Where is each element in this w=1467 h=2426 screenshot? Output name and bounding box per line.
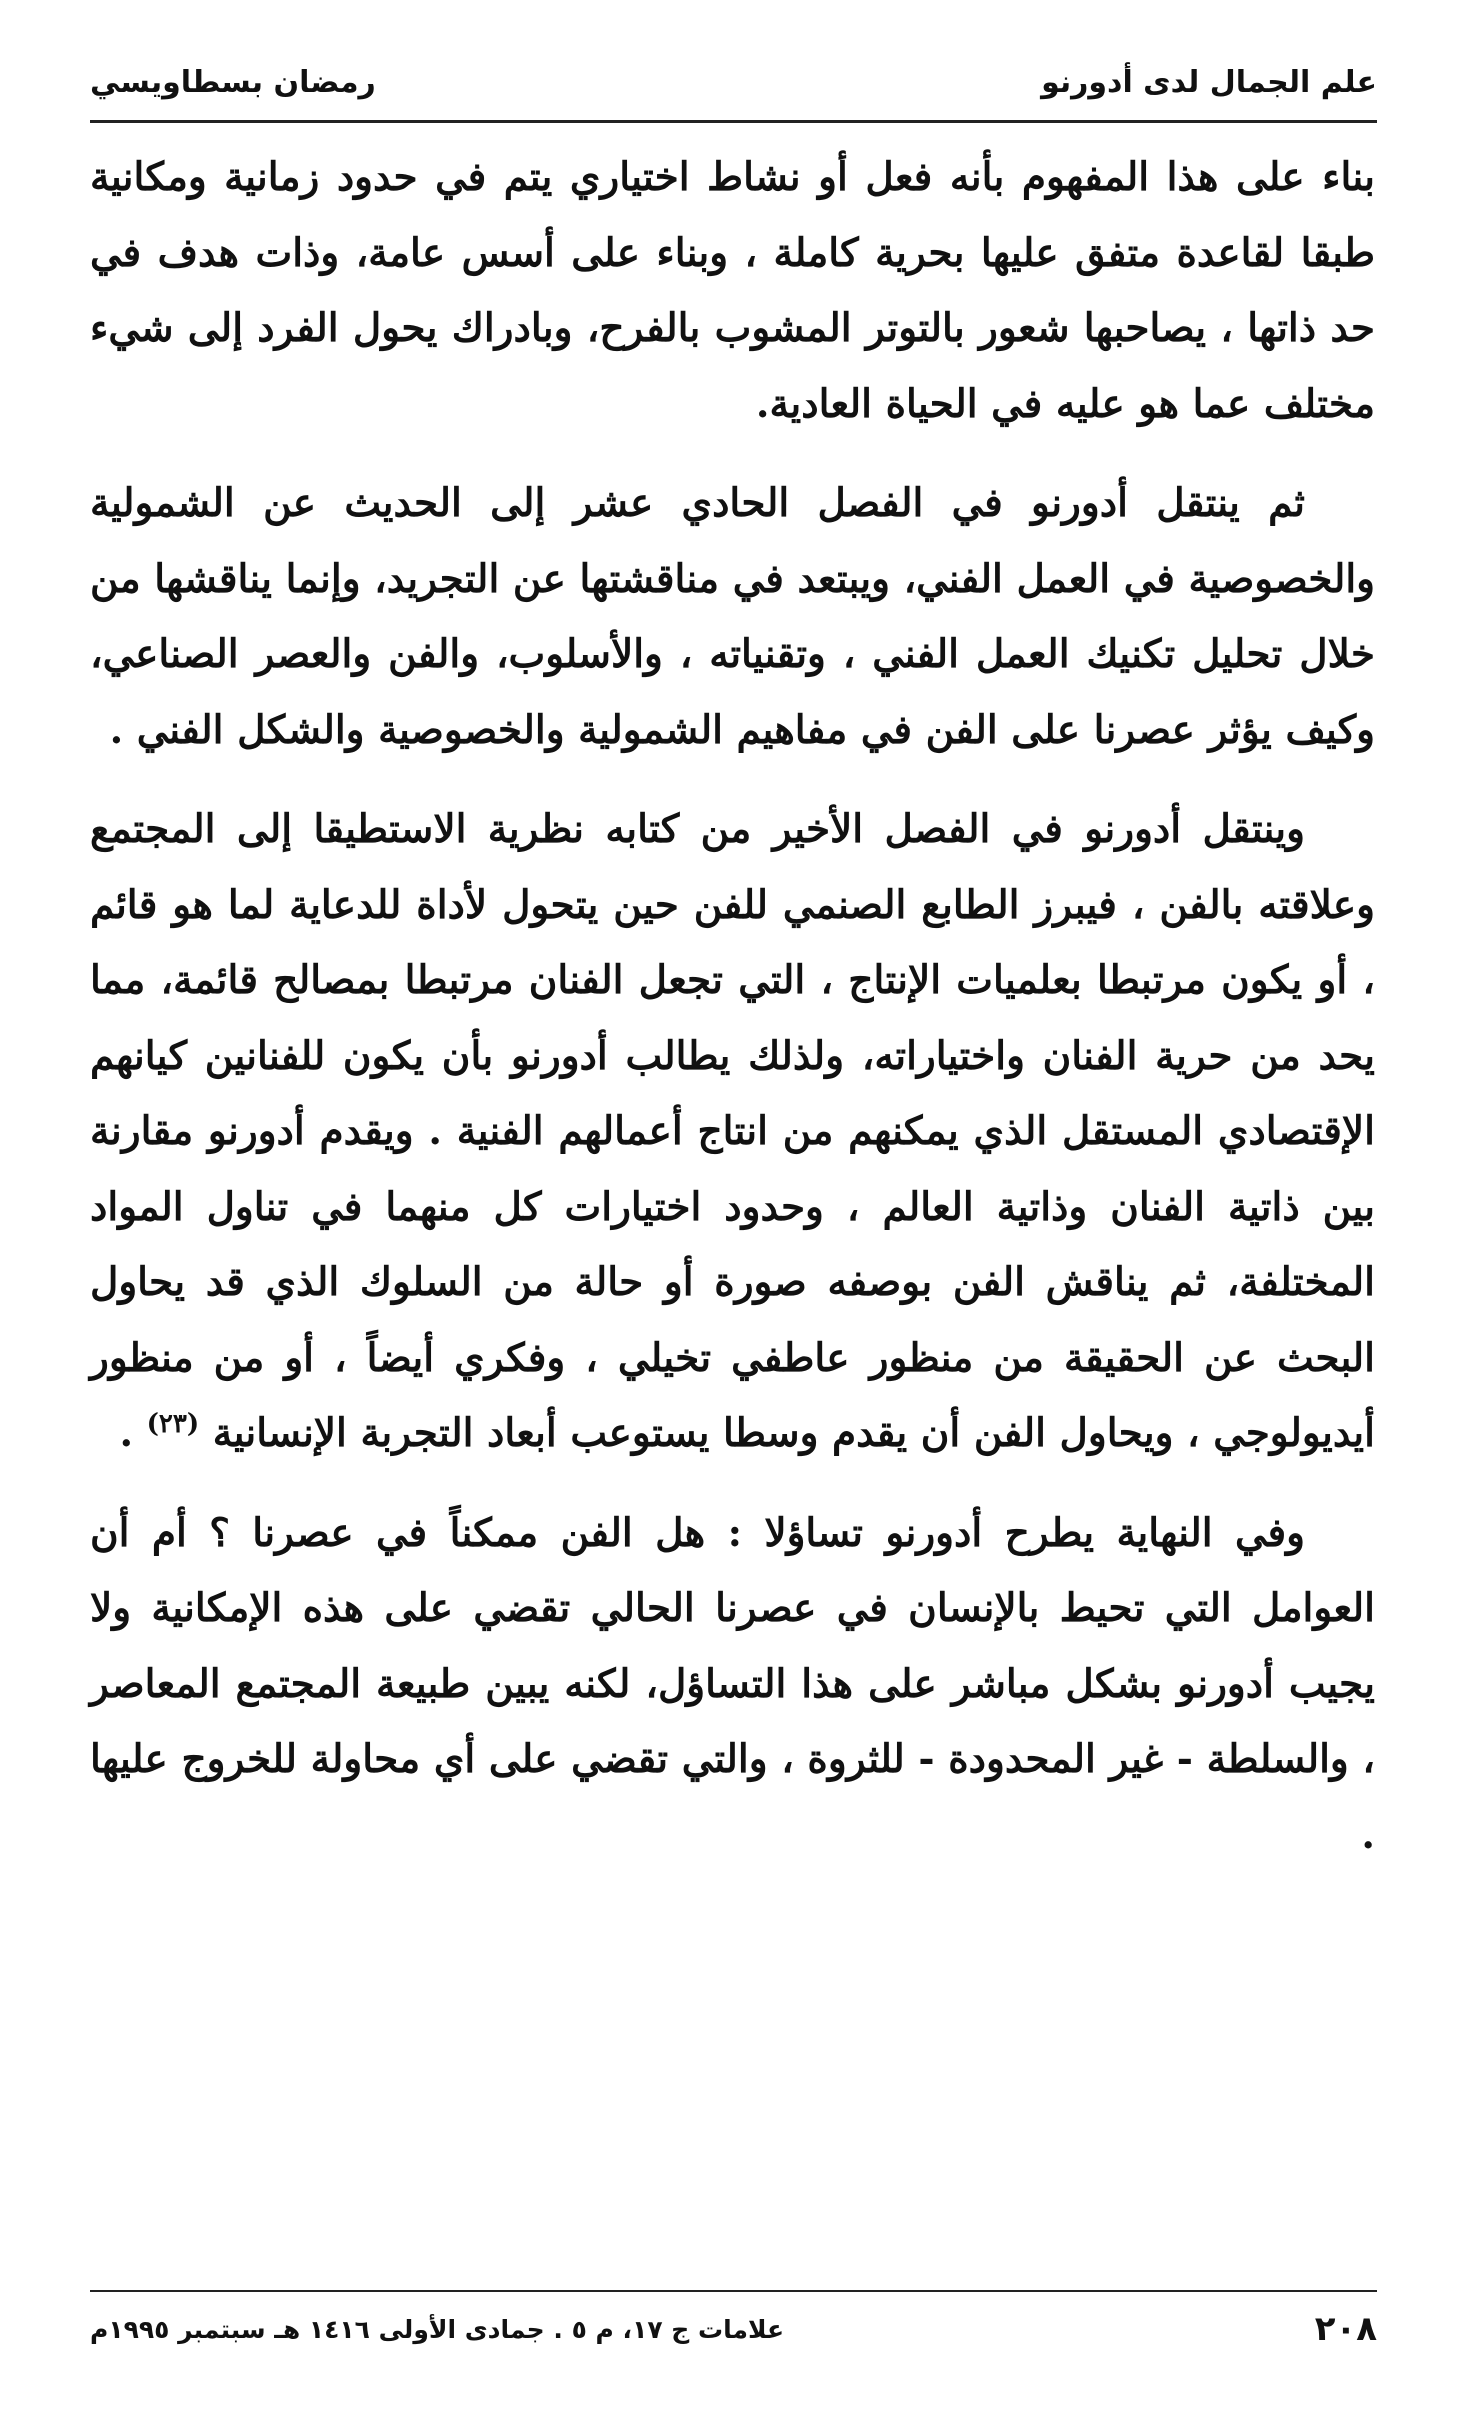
page-number: ٢٠٨ xyxy=(1314,2309,1377,2349)
paragraph-3-text: وينتقل أدورنو في الفصل الأخير من كتابه نظرية الاستطيقا إلى المجتمع وعلاقته بالفن ، فيبرز الطابع الصنمي للفن حين يتحول لأداة للدعاية لما هو قائم ، أو يكون مرتبطا بعلميات الإنتاج ، التي تجعل الفنان مرتبطا بمصالح قائمة، مما يحد من حرية الفنان واختياراته، ولذلك يطالب أدورنو بأن يكون للفنانين كيانهم الإقتصادي المستقل الذي يمكنهم من انتاج أعمالهم الفنية . ويقدم أدورنو مقارنة بين ذاتية الفنان وذاتية العالم ، وحدود اختيارات كل منهما في تناول المواد المختلفة، ثم يناقش الفن بوصفه صورة أو حالة من السلوك الذي قد يحاول البحث عن الحقيقة من منظور عاطفي تخيلي ، وفكري أيضاً ، أو من منظور أيديولوجي ، ويحاول الفن أن يقدم وسطا يستوعب أبعاد التجربة الإنسانية xyxy=(90,806,1375,1456)
paragraph-3 xyxy=(90,792,1375,1472)
header-author: رمضان بسطاويسي xyxy=(90,64,376,100)
paragraph-3-end: . xyxy=(119,1410,147,1456)
header-divider xyxy=(90,120,1377,123)
paragraph-1: بناء على هذا المفهوم بأنه فعل أو نشاط اختياري يتم في حدود زمانية ومكانية طبقا لقاعدة متفق عليها بحرية كاملة ، وبناء على أسس عامة، وذات هدف في حد ذاتها ، يصاحبها شعور بالتوتر المشوب بالفرح، وبادراك يحول الفرد إلى شيء مختلف عما هو عليه في الحياة العادية. xyxy=(90,154,1375,427)
header-title: علم الجمال لدى أدورنو xyxy=(1041,64,1377,100)
body-text xyxy=(90,140,1375,1897)
paragraph-4: وفي النهاية يطرح أدورنو تساؤلا : هل الفن ممكناً في عصرنا ؟ أم أن العوامل التي تحيط بالإنسان في عصرنا الحالي تقضي على هذه الإمكانية ولا يجيب أدورنو بشكل مباشر على هذا التساؤل، لكنه يبين طبيعة المجتمع المعاصر ، والسلطة - غير المحدودة - للثروة ، والتي تقضي على أي محاولة للخروج عليها . xyxy=(90,1509,1375,1858)
paragraph-2: ثم ينتقل أدورنو في الفصل الحادي عشر إلى الحديث عن الشمولية والخصوصية في العمل الفني، ويبتعد في مناقشتها عن التجريد، وإنما يناقشها من خلال تحليل تكنيك العمل الفني ، وتقنياته ، والأسلوب، والفن والعصر الصناعي، وكيف يؤثر عصرنا على الفن في مفاهيم الشمولية والخصوصية والشكل الفني . xyxy=(90,480,1376,753)
running-footer xyxy=(90,2304,1377,2354)
journal-citation: علامات ج ١٧، م ٥ . جمادى الأولى ١٤١٦ هـ سبتمبر ١٩٩٥م xyxy=(90,2314,785,2344)
footer-divider xyxy=(90,2290,1377,2292)
running-header xyxy=(90,52,1377,112)
footnote-reference[interactable]: (٢٣) xyxy=(146,1409,200,1439)
